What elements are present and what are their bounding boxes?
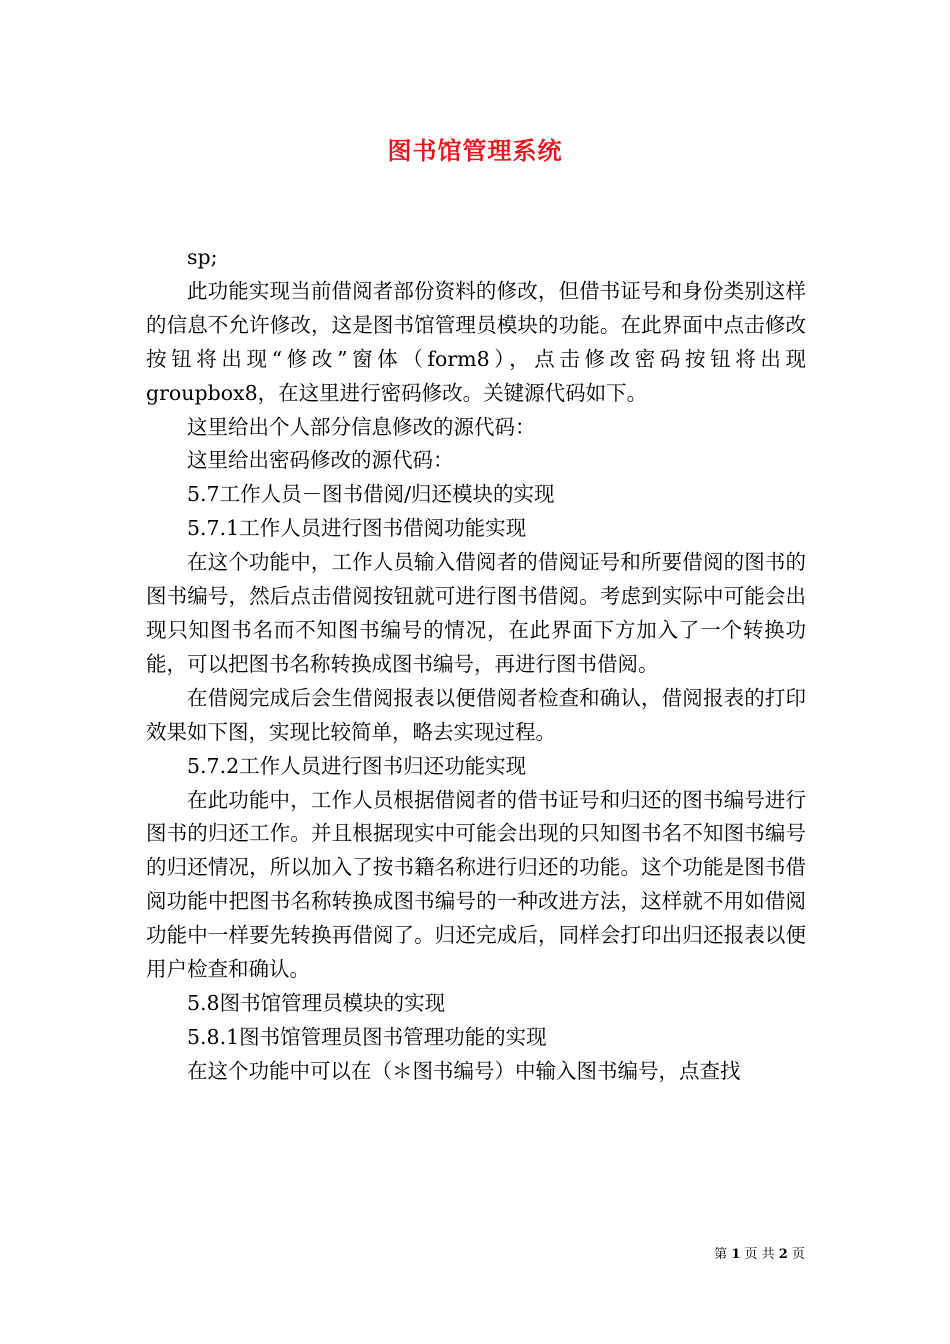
section-heading: 5.7.1工作人员进行图书借阅功能实现 [187, 516, 527, 541]
paragraph: 此功能实现当前借阅者部份资料的修改，但借书证号和身份类别这样的信息不允许修改，这是图书馆管理员模块的功能。在此界面中点击修改按钮将出现“修改”窗体（form8），点击修改密码按钮将出现groupbox8，在这里进行密码修改。关键源代码如下。 [146, 278, 806, 405]
document-body [146, 241, 806, 1089]
page-footer [714, 1243, 805, 1262]
paragraph: 这里给出密码修改的源代码： [187, 448, 454, 473]
footer-middle: 页 共 [744, 1247, 775, 1262]
paragraph: 这里给出个人部分信息修改的源代码： [187, 414, 536, 439]
paragraph: 在这个功能中，工作人员输入借阅者的借阅证号和所要借阅的图书的图书编号，然后点击借阅按钮就可进行图书借阅。考虑到实际中可能会出现只知图书名而不知图书编号的情况，在此界面下方加入了一个转换功能，可以把图书名称转换成图书编号，再进行图书借阅。 [146, 550, 806, 676]
footer-prefix: 第 [714, 1247, 728, 1262]
paragraph: sp; [187, 245, 218, 269]
paragraph: 在这个功能中可以在（＊图书编号）中输入图书编号，点查找 [187, 1058, 741, 1083]
footer-total-pages: 2 [778, 1247, 788, 1262]
paragraph: 在借阅完成后会生借阅报表以便借阅者检查和确认，借阅报表的打印效果如下图，实现比较简单，略去实现过程。 [146, 685, 806, 744]
document-title: 图书馆管理系统 [387, 137, 563, 165]
section-heading: 5.8.1图书馆管理员图书管理功能的实现 [187, 1024, 547, 1049]
section-heading: 5.8图书馆管理员模块的实现 [187, 990, 446, 1015]
section-heading: 5.7工作人员－图书借阅/归还模块的实现 [187, 482, 555, 507]
section-heading: 5.7.2工作人员进行图书归还功能实现 [187, 753, 527, 778]
paragraph: 在此功能中，工作人员根据借阅者的借书证号和归还的图书编号进行图书的归还工作。并且根据现实中可能会出现的只知图书名不知图书编号的归还情况，所以加入了按书籍名称进行归还的功能。这个功能是图书借阅功能中把图书名称转换成图书编号的一种改进方法，这样就不用如借阅功能中一样要先转换再借阅了。归还完成后，同样会打印出归还报表以便用户检查和确认。 [146, 787, 806, 982]
footer-current-page: 1 [731, 1247, 741, 1262]
footer-suffix: 页 [791, 1247, 805, 1262]
